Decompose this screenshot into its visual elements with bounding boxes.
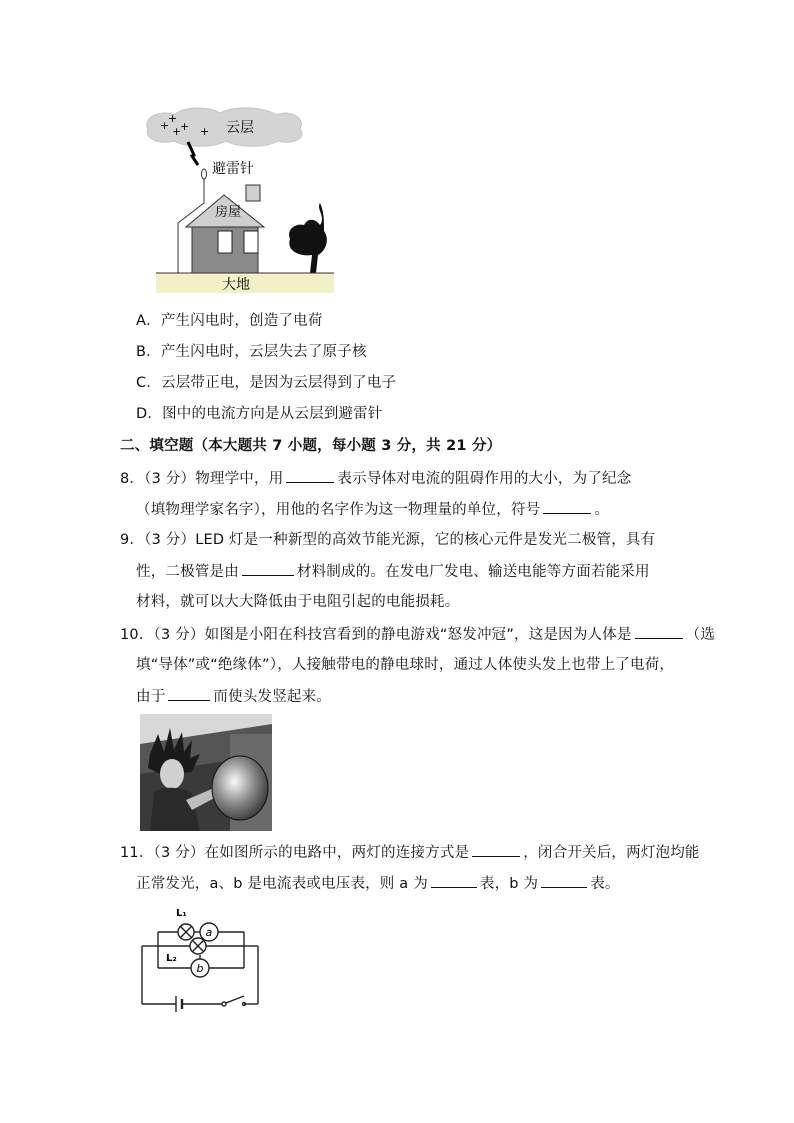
charge-plus: +: [172, 125, 182, 138]
cloud-label: 云层: [226, 120, 254, 136]
answer-blank[interactable]: [472, 842, 520, 857]
answer-blank[interactable]: [286, 468, 334, 483]
ground-label: 大地: [222, 277, 250, 293]
question-8-line1: 8．（3 分）物理学中，用 表示导体对电流的阻碍作用的大小，为了纪念: [120, 468, 631, 489]
switch-pivot: [222, 1002, 226, 1006]
switch-lever: [226, 996, 244, 1003]
house-window: [218, 231, 232, 253]
question-9-line1: 9．（3 分）LED 灯是一种新型的高效节能光源，它的核心元件是发光二极管，具有: [120, 532, 656, 548]
answer-blank[interactable]: [541, 873, 587, 888]
answer-blank[interactable]: [543, 499, 591, 514]
option-b: B．产生闪电时，云层失去了原子核: [136, 344, 367, 360]
lightning-rod-label: 避雷针: [212, 161, 254, 177]
lamp-l2-label: L₂: [166, 953, 177, 964]
rod-tip: [202, 169, 207, 179]
charge-plus: +: [160, 119, 170, 132]
meter-a-label: a: [205, 926, 213, 939]
charge-plus: +: [180, 120, 190, 133]
question-10-line3: 由于 而使头发竖起来。: [136, 686, 331, 707]
tree: [289, 203, 327, 273]
question-11-line1: 11．（3 分）在如图所示的电路中，两灯的连接方式是 ，闭合开关后，两灯泡均能: [120, 842, 700, 863]
answer-blank[interactable]: [242, 561, 294, 576]
answer-blank[interactable]: [168, 686, 210, 701]
answer-blank[interactable]: [431, 873, 477, 888]
lamp-l1-label: L₁: [176, 908, 187, 919]
static-hair-photo: [140, 714, 272, 831]
charge-plus: +: [200, 125, 210, 138]
question-11-line2: 正常发光，a、b 是电流表或电压表，则 a 为 表，b 为 表。: [136, 873, 620, 894]
question-8-line2: （填物理学家名字），用他的名字作为这一物理量的单位，符号 。: [136, 499, 609, 520]
question-10-line2: 填“导体”或“绝缘体”），人接触带电的静电球时，通过人体使头发上也带上了电荷，: [136, 657, 675, 673]
question-9-line2: 性，二极管是由 材料制成的。在发电厂发电、输送电能等方面若能采用: [136, 561, 650, 582]
question-10-line1: 10．（3 分）如图是小阳在科技宫看到的静电游戏“怒发冲冠”，这是因为人体是 （选: [120, 624, 715, 645]
house-label: 房屋: [215, 205, 242, 220]
static-ball: [212, 756, 268, 820]
lightning-rod-figure: [140, 105, 340, 295]
answer-blank[interactable]: [635, 624, 683, 639]
question-9-line3: 材料，就可以大大降低由于电阻引起的电能损耗。: [136, 594, 460, 610]
charge-plus: +: [168, 112, 178, 125]
chimney: [246, 185, 260, 201]
house-window: [244, 231, 258, 253]
section-title: 二、填空题（本大题共 7 小题，每小题 3 分，共 21 分）: [120, 438, 502, 454]
option-d: D．图中的电流方向是从云层到避雷针: [136, 406, 383, 422]
meter-b-label: b: [196, 962, 204, 975]
option-c: C．云层带正电，是因为云层得到了电子: [136, 375, 397, 391]
circuit-diagram: [136, 900, 266, 1012]
option-a: A．产生闪电时，创造了电荷: [136, 313, 323, 329]
